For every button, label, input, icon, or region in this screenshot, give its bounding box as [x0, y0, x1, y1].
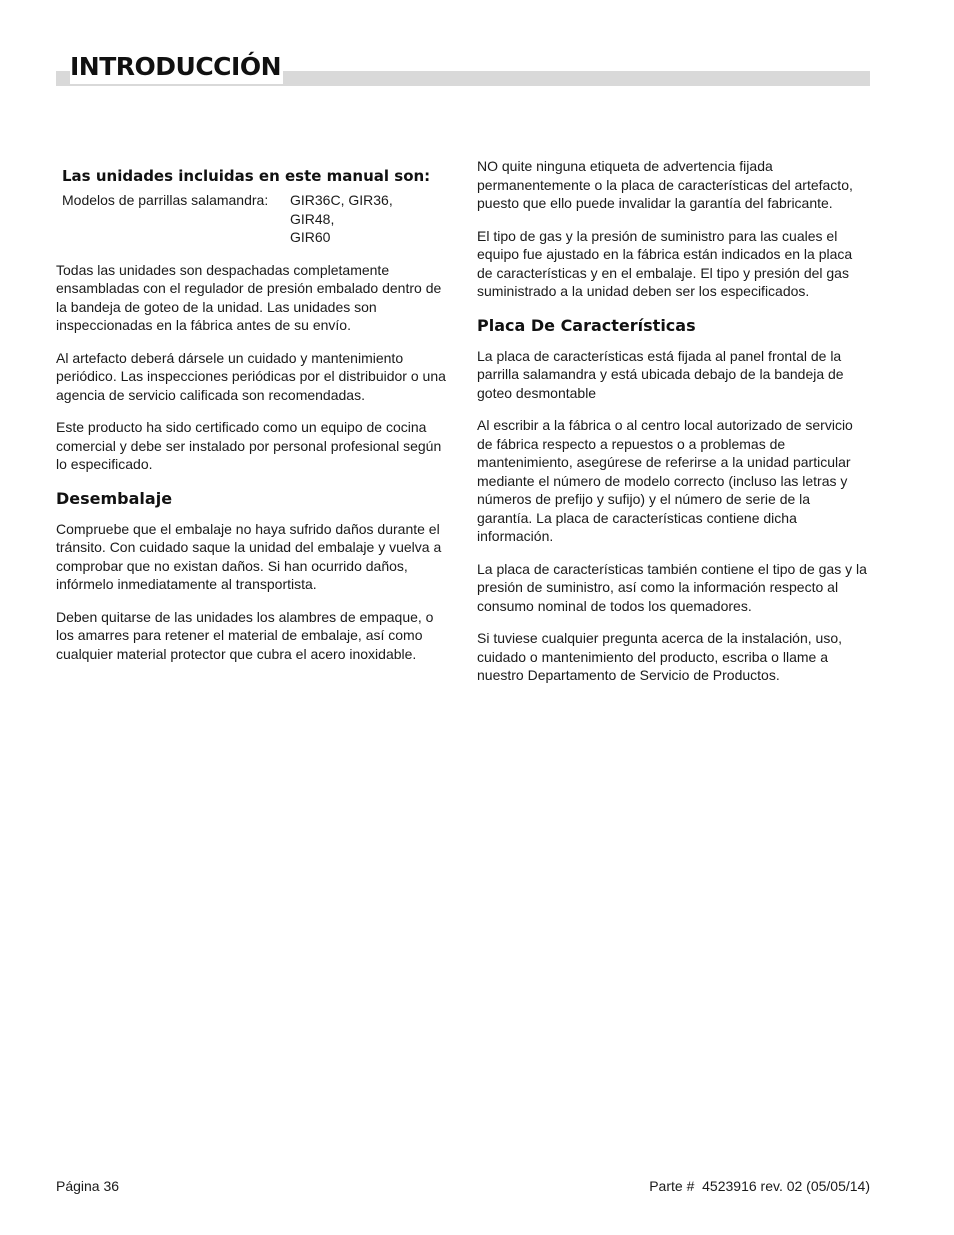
heading-rating-plate: Placa De Características: [477, 315, 696, 335]
page-number: Página 36: [56, 1178, 120, 1194]
models-label: Modelos de parrillas salamandra:: [62, 192, 269, 208]
paragraph-certification: Este producto ha sido certificado como un equipo de cocina comercial y debe ser instalado por personal profesional según lo especificado.: [56, 419, 442, 472]
paragraph-shipping: Todas las unidades son despachadas completamente ensambladas con el regulador de presión embalado dentro de la bandeja de goteo de la unidad. Las unidades son inspeccionadas en la fábrica antes de su envío.: [56, 261, 442, 333]
paragraph-contact: Si tuviese cualquier pregunta acerca de la instalación, uso, cuidado o mantenimiento del producto, escriba o llame a nuestro Departamento de Servicio de Productos.: [477, 630, 842, 683]
paragraph-gas-type: El tipo de gas y la presión de suministro para las cuales el equipo fue ajustado en la fábrica están indicados en la placa de características y en el embalaje. El tipo y presión del gas suministrado a la unidad deben ser los especificados.: [477, 227, 853, 299]
model-item: GIR36C, GIR36,: [290, 192, 393, 208]
paragraph-plate-service: Al escribir a la fábrica o al centro local autorizado de servicio de fábrica respecto a repuestos o a problemas de mantenimiento, asegúrese de referirse a la unidad particular mediante el número de modelo correcto (incluso las letras y números de prefijo y sufijo) y el número de serie de la garantía. La placa de características contiene dicha información.: [477, 417, 853, 544]
model-item: GIR60: [290, 229, 331, 245]
right-column: [477, 157, 869, 699]
part-number: Parte # 4523916 rev. 02 (05/05/14): [649, 1178, 870, 1194]
models-list: [290, 191, 393, 247]
heading-unpacking: Desembalaje: [56, 488, 173, 508]
model-item: GIR48,: [290, 210, 335, 227]
paragraph-plate-location: La placa de características está fijada al panel frontal de la parrilla salamandra y está ubicada debajo de la bandeja de goteo desmontable: [477, 347, 844, 401]
units-heading: Las unidades incluidas en este manual son:: [62, 167, 431, 185]
paragraph-unpacking-remove: Deben quitarse de las unidades los alambres de empaque, o los amarres para retener el material de embalaje, así como cualquier material protector que cubra el acero inoxidable.: [56, 608, 434, 662]
paragraph-warning-labels: NO quite ninguna etiqueta de advertencia fijada permanentemente o la placa de características del artefacto, puesto que ello puede invalidar la garantía del fabricante.: [477, 158, 853, 211]
page-title: INTRODUCCIÓN: [70, 50, 283, 84]
paragraph-maintenance: Al artefacto deberá dársele un cuidado y mantenimiento periódico. Las inspecciones periódicas por el distribuidor o una agencia de servicio calificada son recomendadas.: [56, 349, 446, 403]
paragraph-plate-gas: La placa de características también contiene el tipo de gas y la presión de suministro, así como la información respecto al consumo nominal de todos los quemadores.: [477, 560, 867, 614]
models-block: [62, 191, 448, 247]
left-column: [56, 157, 448, 677]
paragraph-unpacking-check: Compruebe que el embalaje no haya sufrido daños durante el tránsito. Con cuidado saque la unidad del embalaje y vuelva a comprobar que no existan daños. Si han ocurrido daños, infórmelo inmediatamente al transportista.: [56, 520, 442, 592]
